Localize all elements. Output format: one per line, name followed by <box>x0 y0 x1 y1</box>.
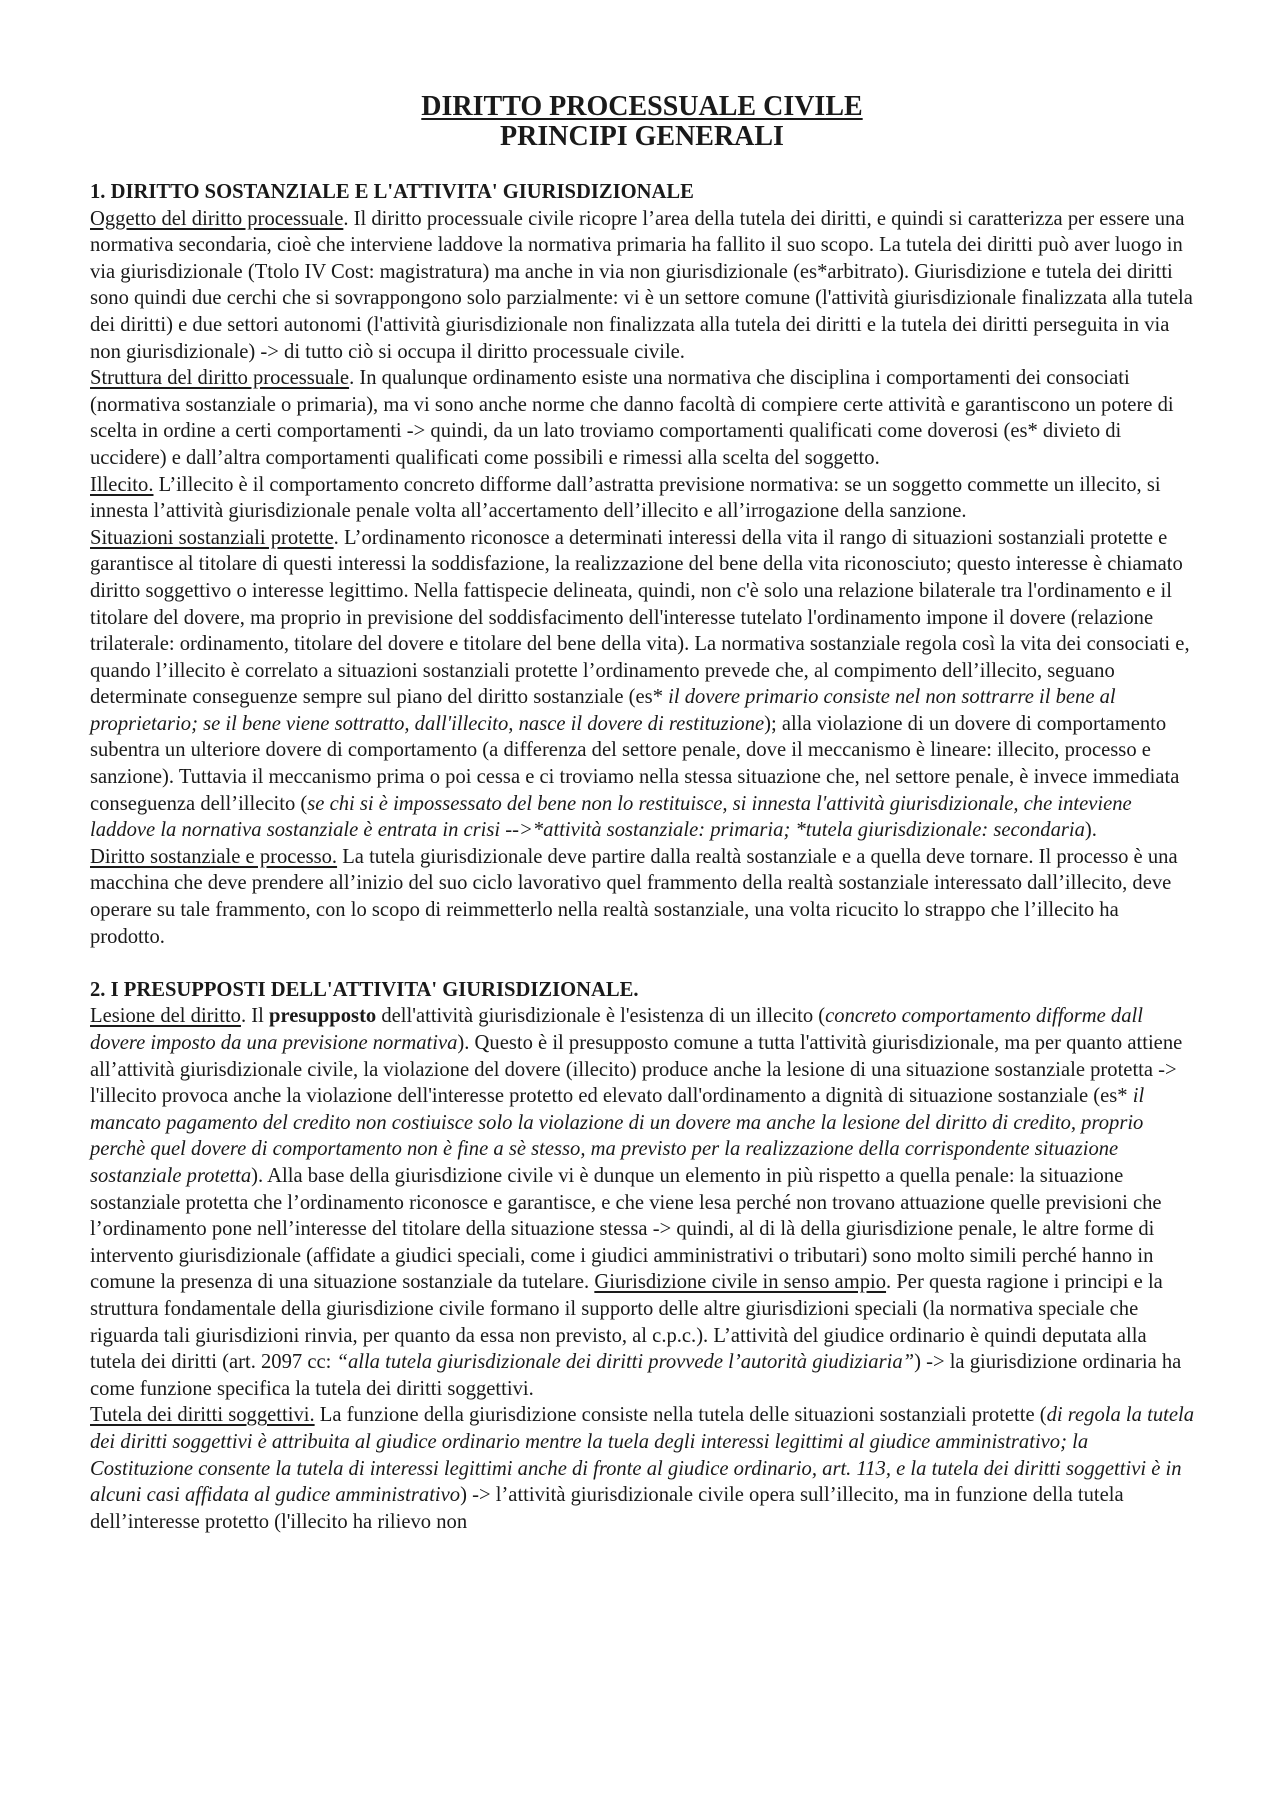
paragraph: Illecito. L’illecito è il comportamento concreto difforme dall’astratta previsione normativa: se un soggetto commette un illecito, si innesta l’attività giurisdizionale penale volta all’accertamento dell’illecito e all’irrogazione della sanzione. <box>90 473 1161 523</box>
paragraph-lead: Illecito. <box>90 473 154 496</box>
paragraph-lead: Lesione del diritto <box>90 1005 241 1028</box>
paragraph-lead: Oggetto del diritto processuale <box>90 207 344 230</box>
document-title <box>90 92 1194 152</box>
paragraph: Diritto sostanziale e processo. La tutela giurisdizionale deve partire dalla realtà sostanziale e a quella deve tornare. Il processo è una macchina che deve prendere all’inizio del suo ciclo lavorativo quel frammento della realtà sostanziale interessato dall’illecito, deve operare su tale frammento, con lo scopo di reimmetterlo nella realtà sostanziale, una volta ricucito lo strappo che l’illecito ha prodotto. <box>90 845 1178 948</box>
paragraph: Struttura del diritto processuale. In qualunque ordinamento esiste una normativa che disciplina i comportamenti dei consociati (normativa sostanziale o primaria), ma vi sono anche norme che danno facoltà di compiere certe attività e garantiscono un potere di scelta in ordine a certi comportamenti -> quindi, da un lato troviamo comportamenti qualificati come doverosi (es* divieto di uccidere) e dall’altra comportamenti qualificati come possibili e rimessi alla scelta del soggetto. <box>90 367 1174 469</box>
paragraph: Situazioni sostanziali protette. L’ordinamento riconosce a determinati interessi della vita il rango di situazioni sostanziali protette e garantisce al titolare di questi interessi la soddisfazione, la realizzazione del bene della vita riconosciuto; questo interesse è chiamato diritto soggettivo o interesse legittimo. Nella fattispecie delineata, quindi, non c'è solo una relazione bilaterale tra l'ordinamento e il titolare del dovere, ma proprio in previsione del soddisfacimento dell'interesse tutelato l'ordinamento impone il dovere (relazione trilaterale: ordinamento, titolare del dovere e titolare del bene della vita). La normativa sostanziale regola così la vita dei consociati e, quando l’illecito è correlato a situazioni sostanziali protette l’ordinamento prevede che, al compimento dell’illecito, seguano determinate conseguenze sempre sul piano del diritto sostanziale (es* il dovere primario consiste nel non sottrarre il bene al proprietario; se il bene viene sottratto, dall'illecito, nasce il dovere di restituzione); alla violazione di un dovere di comportamento subentra un ulteriore dovere di comportamento (a differenza del settore penale, dove il meccanismo è lineare: illecito, processo e sanzione). Tuttavia il meccanismo prima o poi cessa e ci troviamo nella stessa situazione che, nel settore penale, è invece immediata conseguenza dell’illecito (se chi si è impossessato del bene non lo restituisce, si innesta l'attività giurisdizionale, che inteviene laddove la nornativa sostanziale è entrata in crisi -->*attività sostanziale: primaria; *tutela giurisdizionale: secondaria). <box>90 526 1190 842</box>
paragraph-lead: Diritto sostanziale e processo. <box>90 845 338 868</box>
section-1-heading: 1. DIRITTO SOSTANZIALE E L'ATTIVITA' GIURISDIZIONALE <box>90 181 694 203</box>
title-line-2: PRINCIPI GENERALI <box>500 121 784 152</box>
paragraph-lead: Situazioni sostanziali protette <box>90 526 334 549</box>
paragraph-lead: Struttura del diritto processuale <box>90 367 350 390</box>
title-line-1: DIRITTO PROCESSUALE CIVILE <box>421 91 863 122</box>
section-2-heading: 2. I PRESUPPOSTI DELL'ATTIVITA' GIURISDIZIONALE. <box>90 978 639 1001</box>
paragraph: Lesione del diritto. Il presupposto dell'attività giurisdizionale è l'esistenza di un illecito (concreto comportamento difforme dall dovere imposto da una previsione normativa). Questo è il presupposto comune a tutta l'attività giurisdizionale, ma per quanto attiene all’attività giurisdizionale civile, la violazione del dovere (illecito) produce anche la lesione di una situazione sostanziale protetta -> l'illecito provoca anche la violazione dell'interesse protetto ed elevato dall'ordinamento a dignità di situazione sostanziale (es* il mancato pagamento del credito non costiuisce solo la violazione di un dovere ma anche la lesione del diritto di credito, proprio perchè quel dovere di comportamento non è fine a sè stesso, ma previsto per la realizzazione della corrispondente situazione sostanziale protetta). Alla base della giurisdizione civile vi è dunque un elemento in più rispetto a quella penale: la situazione sostanziale protetta che l’ordinamento riconosce e garantisce, e che viene lesa perché non trovano attuazione quelle previsioni che l’ordinamento pone nell’interesse del titolare della situazione stessa -> quindi, al di là della giurisdizione penale, le altre forme di intervento giurisdizionale (affidate a giudici speciali, come i giudici amministrativi o tributari) sono molto simili perché hanno in comune la presenza di una situazione sostanziale da tutelare. Giurisdizione civile in senso ampio. Per questa ragione i principi e la struttura fondamentale della giurisdizione civile formano il supporto delle altre giurisdizioni speciali (la normativa speciale che riguarda tali giurisdizioni rinvia, per quanto da essa non previsto, al c.p.c.). L’attività del giudice ordinario è quindi deputata alla tutela dei diritti (art. 2097 cc: “alla tutela giurisdizionale dei diritti provvede l’autorità giudiziaria”) -> la giurisdizione ordinaria ha come funzione specifica la tutela dei diritti soggettivi. <box>90 1005 1183 1400</box>
paragraph: Tutela dei diritti soggettivi. La funzione della giurisdizione consiste nella tutela delle situazioni sostanziali protette (di regola la tutela dei diritti soggettivi è attribuita al giudice ordinario mentre la tuela degli interessi legittimi al giudice amministrativo; la Costituzione consente la tutela di interessi legittimi anche di fronte al giudice ordinario, art. 113, e la tutela dei diritti soggettivi è in alcuni casi affidata al gudice amministrativo) -> l’attività giurisdizionale civile opera sull’illecito, ma in funzione della tutela dell’interesse protetto (l'illecito ha rilievo non <box>90 1404 1194 1533</box>
section-spacer <box>90 950 1194 977</box>
paragraph-lead: Tutela dei diritti soggettivi. <box>90 1404 315 1427</box>
paragraph-lead: Giurisdizione civile in senso ampio <box>594 1271 887 1294</box>
paragraph: Oggetto del diritto processuale. Il diritto processuale civile ricopre l’area della tutela dei diritti, e quindi si caratterizza per essere una normativa secondaria, cioè che interviene laddove la normativa primaria ha fallito il suo scopo. La tutela dei diritti può aver luogo in via giurisdizionale (Ttolo IV Cost: magistratura) ma anche in via non giurisdizionale (es*arbitrato). Giurisdizione e tutela dei diritti sono quindi due cerchi che si sovrappongono solo parzialmente: vi è un settore comune (l'attività giurisdizionale finalizzata alla tutela dei diritti) e due settori autonomi (l'attività giurisdizionale non finalizzata alla tutela dei diritti e la tutela dei diritti perseguita in via non giurisdizionale) -> di tutto ciò si occupa il diritto processuale civile. <box>90 207 1193 363</box>
